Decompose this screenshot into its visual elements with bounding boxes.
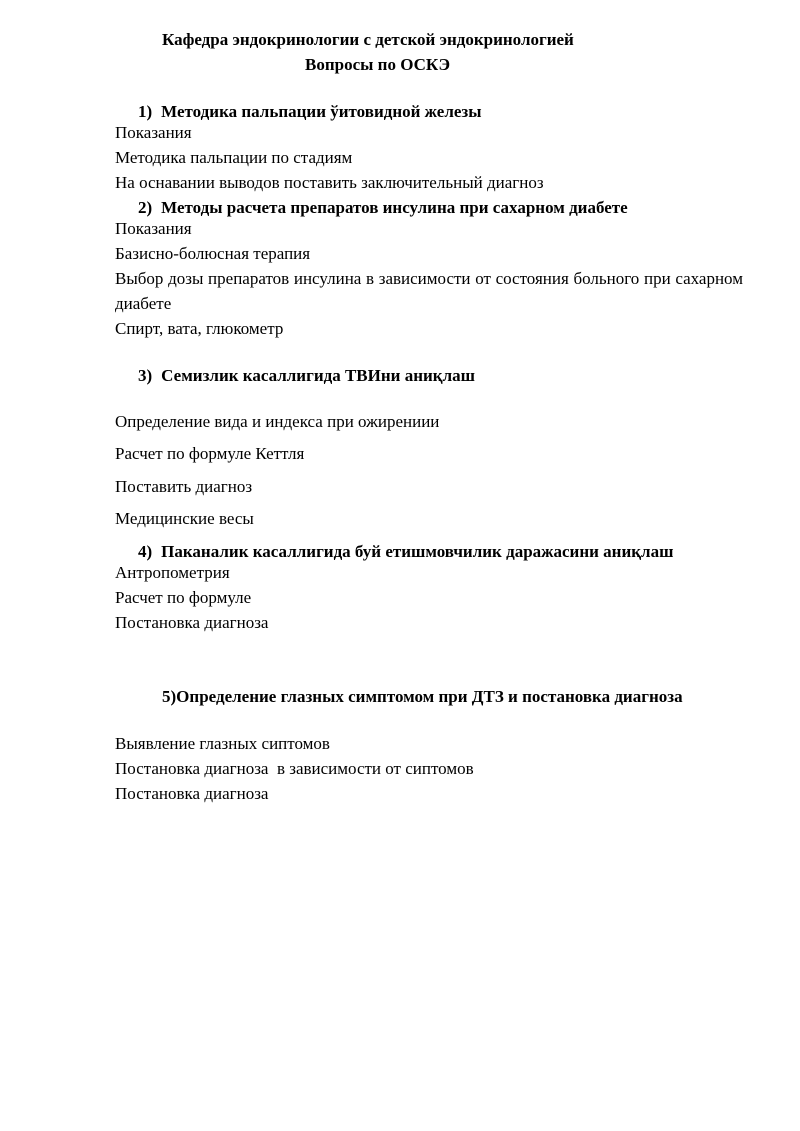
section-2-title xyxy=(138,198,628,218)
list-item: Выбор дозы препаратов инсулина в зависимости от состояния больного при сахарном диабете xyxy=(115,269,743,313)
section-heading: Методика пальпации ўитовидной железы xyxy=(161,102,482,121)
section-5-title xyxy=(162,687,683,707)
section-number: 2) xyxy=(138,198,153,217)
list-item: Показания xyxy=(115,123,192,142)
list-item: Выявление глазных сиптомов xyxy=(115,734,330,753)
section-number: 4) xyxy=(138,542,153,561)
list-item: Постановка диагноза xyxy=(115,784,269,803)
list-item: Медицинские весы xyxy=(115,509,254,528)
list-item: Расчет по формуле Кеттля xyxy=(115,444,305,463)
list-item: Поставить диагноз xyxy=(115,477,253,496)
list-item: Антропометрия xyxy=(115,563,230,582)
section-1-title xyxy=(138,102,482,122)
section-heading: Методы расчета препаратов инсулина при сахарном диабете xyxy=(161,198,628,217)
list-item: Базисно-болюсная терапия xyxy=(115,244,311,263)
list-item: Спирт, вата, глюкометр xyxy=(115,319,284,338)
department-title: Кафедра эндокринологии с детской эндокринологией xyxy=(162,30,574,49)
list-item: Расчет по формуле xyxy=(115,588,252,607)
section-number: 3) xyxy=(138,366,153,385)
section-4-title xyxy=(138,542,673,562)
section-3-title xyxy=(138,366,475,386)
section-heading: Семизлик касаллигида ТВИни аниқлаш xyxy=(161,366,475,385)
section-heading: Паканалик касаллигида буй етишмовчилик даражасини аниқлаш xyxy=(161,542,674,561)
list-item: Постановка диагноза в зависимости от сиптомов xyxy=(115,759,474,778)
section-number: 1) xyxy=(138,102,153,121)
list-item: Показания xyxy=(115,219,192,238)
section-number: 5) xyxy=(162,687,177,706)
list-item: Методика пальпации по стадиям xyxy=(115,148,353,167)
page-title: Вопросы по ОСКЭ xyxy=(305,55,450,74)
list-item: Постановка диагноза xyxy=(115,613,269,632)
section-heading: Определение глазных симптомом при ДТЗ и постановка диагноза xyxy=(176,687,683,706)
list-item: На оснавании выводов поставить заключительный диагноз xyxy=(115,173,544,192)
list-item: Определение вида и индекса при ожирениии xyxy=(115,412,440,431)
